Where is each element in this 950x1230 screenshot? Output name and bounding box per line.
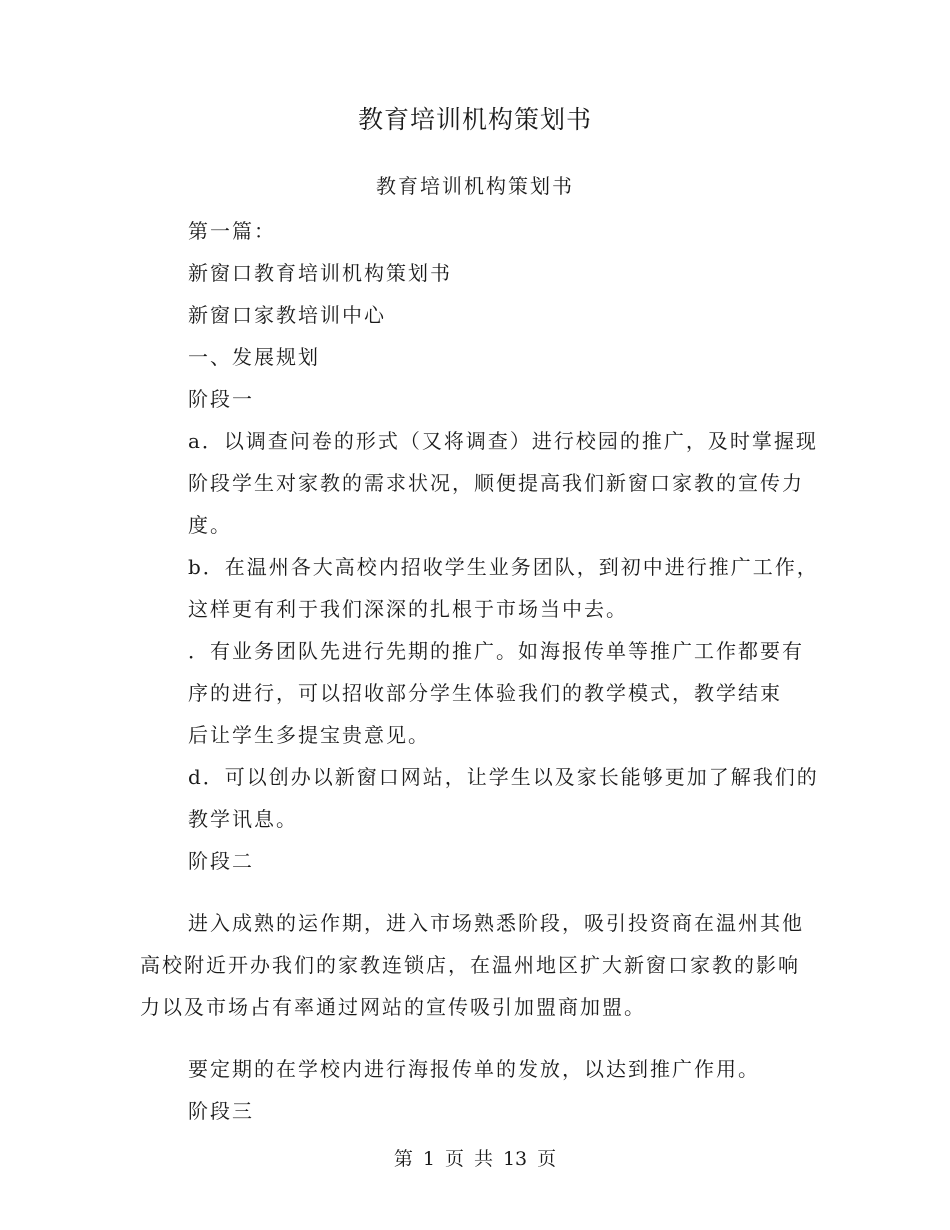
footer-label-page: 第 xyxy=(393,1148,413,1170)
paragraph-line: 教学讯息。 xyxy=(188,807,298,831)
footer-label-total: 共 xyxy=(473,1148,493,1170)
paragraph-line: ．有业务团队先进行先期的推广。如海报传单等推广工作都要有 xyxy=(188,639,804,663)
stage2-followup: 要定期的在学校内进行海报传单的发放，以达到推广作用。 xyxy=(188,1057,760,1081)
footer-label-ye2: 页 xyxy=(537,1148,557,1170)
footer-current-page: 1 xyxy=(422,1148,435,1170)
paragraph-line: 序的进行，可以招收部分学生体验我们的教学模式，教学结束 xyxy=(188,681,782,705)
paragraph-line: d．可以创办以新窗口网站，让学生以及家长能够更加了解我们的 xyxy=(188,765,819,789)
footer-label-ye: 页 xyxy=(444,1148,464,1170)
paragraph-line: 阶段学生对家教的需求状况，顺便提高我们新窗口家教的宣传力 xyxy=(188,471,804,495)
document-subtitle: 教育培训机构策划书 xyxy=(376,174,574,198)
footer-total-pages: 13 xyxy=(502,1148,528,1170)
paragraph-line: b．在温州各大高校内招收学生业务团队，到初中进行推广工作， xyxy=(188,555,819,579)
paragraph-line: a．以调查问卷的形式（又将调查）进行校园的推广，及时掌握现 xyxy=(188,429,818,453)
page-footer xyxy=(0,1144,950,1174)
document-body xyxy=(140,210,820,1132)
paragraph-line: 度。 xyxy=(188,513,232,537)
stage-heading-2: 阶段二 xyxy=(188,849,254,873)
document-title: 教育培训机构策划书 xyxy=(357,105,592,134)
paragraph-line: 这样更有利于我们深深的扎根于市场当中去。 xyxy=(188,597,628,621)
paragraph-section-label: 第一篇： xyxy=(188,219,276,243)
paragraph-center-name: 新窗口家教培训中心 xyxy=(188,303,386,327)
stage-heading-1: 阶段一 xyxy=(188,387,254,411)
stage-heading-3: 阶段三 xyxy=(188,1099,254,1123)
paragraph-heading: 新窗口教育培训机构策划书 xyxy=(188,261,452,285)
stage2-paragraph: 进入成熟的运作期，进入市场熟悉阶段，吸引投资商在温州其他高校附近开办我们的家教连锁店，在温州地区扩大新窗口家教的影响力以及市场占有率通过网站的宣传吸引加盟商加盟。 xyxy=(140,911,804,1019)
paragraph-line: 后让学生多提宝贵意见。 xyxy=(188,723,430,747)
section-heading-development-plan: 一、发展规划 xyxy=(188,345,320,369)
